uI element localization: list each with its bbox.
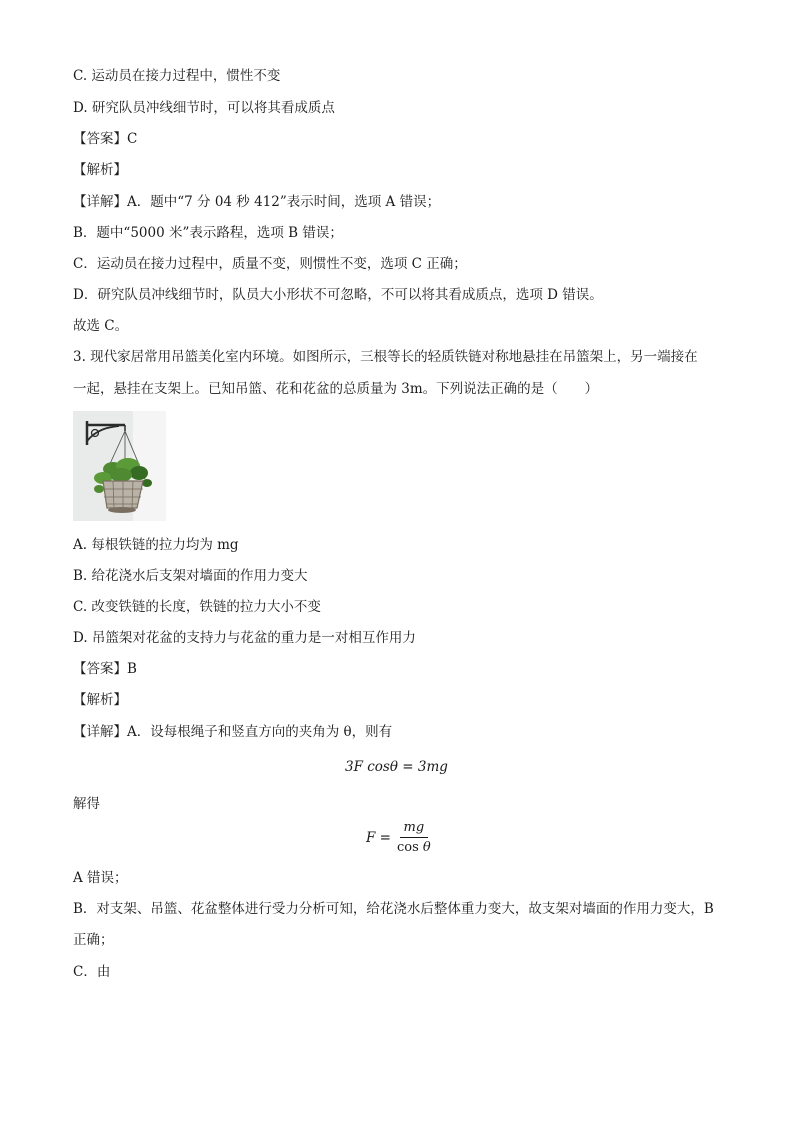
option-c-prev: C. 运动员在接力过程中，惯性不变	[73, 68, 281, 84]
detail-a-prev: 【详解】A．题中“7 分 04 秒 412”表示时间，选项 A 错误；	[73, 194, 441, 210]
hanging-basket-illustration	[73, 411, 166, 521]
answer-label: 【答案】B	[73, 661, 137, 677]
detail-c-start: C．由	[73, 964, 111, 980]
detail-a-setup: 【详解】A．设每根绳子和竖直方向的夹角为 θ，则有	[73, 724, 393, 740]
detail-b-prev: B．题中“5000 米”表示路程，选项 B 错误；	[73, 225, 343, 241]
detail-a-conclusion: A 错误；	[73, 870, 128, 886]
option-a: A. 每根铁链的拉力均为 mg	[73, 537, 239, 553]
option-c: C. 改变铁链的长度，铁链的拉力大小不变	[73, 599, 321, 615]
option-b: B. 给花浇水后支架对墙面的作用力变大	[73, 568, 308, 584]
fraction-stack	[397, 820, 431, 855]
equation-tension-fraction	[366, 820, 431, 855]
option-d-prev: D. 研究队员冲线细节时，可以将其看成质点	[73, 100, 335, 116]
detail-c-prev: C．运动员在接力过程中，质量不变，则惯性不变，选项 C 正确；	[73, 256, 467, 272]
question-3-line-2: 一起，悬挂在支架上。已知吊篮、花和花盆的总质量为 3m。下列说法正确的是（ ）	[73, 381, 599, 397]
fraction-lhs: F =	[366, 829, 391, 846]
detail-b-line-2: 正确；	[73, 932, 114, 948]
detail-d-prev: D．研究队员冲线细节时，队员大小形状不可忽略，不可以将其看成质点，选项 D 错误。	[73, 287, 603, 303]
answer-label-prev: 【答案】C	[73, 131, 138, 147]
hanging-basket-photo	[73, 411, 166, 521]
fraction-numerator: mg	[400, 820, 429, 838]
analysis-label-prev: 【解析】	[73, 162, 127, 178]
question-3-line-1: 3. 现代家居常用吊篮美化室内环境。如图所示，三根等长的轻质铁链对称地悬挂在吊篮架上，另一端接在	[73, 349, 698, 365]
equation-force-balance: 3F cosθ = 3mg	[345, 759, 448, 775]
detail-b-line-1: B．对支架、吊篮、花盆整体进行受力分析可知，给花浇水后整体重力变大，故支架对墙面的作用力变大，B	[73, 901, 714, 917]
fraction-denominator	[397, 838, 431, 855]
denominator-variable: θ	[422, 840, 431, 855]
solve-label: 解得	[73, 796, 100, 812]
denominator-function: cos	[396, 840, 419, 855]
analysis-label: 【解析】	[73, 692, 127, 708]
conclusion-prev: 故选 C。	[73, 318, 129, 334]
option-d: D. 吊篮架对花盆的支持力与花盆的重力是一对相互作用力	[73, 630, 416, 646]
